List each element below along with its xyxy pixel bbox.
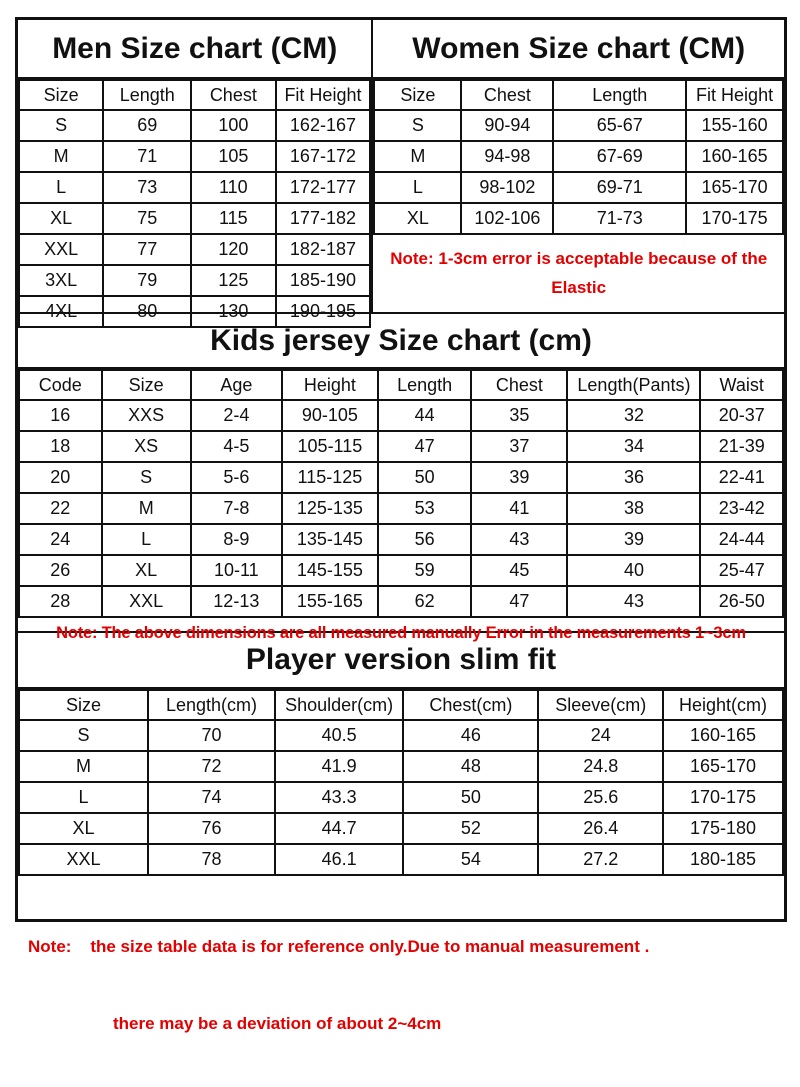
table-cell: 46.1 (275, 844, 403, 875)
column-header: Length(Pants) (567, 370, 700, 400)
table-cell: 65-67 (553, 110, 686, 141)
column-header: Chest (471, 370, 567, 400)
table-row (19, 234, 370, 265)
table-cell: 34 (567, 431, 700, 462)
column-header: Age (191, 370, 282, 400)
table-cell: 12-13 (191, 586, 282, 617)
kids-size-table (18, 369, 784, 618)
column-header: Chest (191, 80, 275, 110)
table-cell: 115 (191, 203, 275, 234)
column-header: Code (19, 370, 102, 400)
table-cell: 26.4 (538, 813, 663, 844)
table-cell: 24-44 (700, 524, 783, 555)
table-cell: 25.6 (538, 782, 663, 813)
table-cell: 39 (567, 524, 700, 555)
table-cell: 102-106 (461, 203, 553, 234)
table-cell: 32 (567, 400, 700, 431)
player-note-line1: Note: the size table data is for reference only.Due to manual measurement . (28, 937, 650, 956)
table-row (19, 172, 370, 203)
table-cell: 40 (567, 555, 700, 586)
table-cell: 3XL (19, 265, 103, 296)
outer-frame (15, 17, 787, 1033)
women-elastic-note (373, 235, 784, 312)
table-cell: XXS (102, 400, 191, 431)
column-header: Size (102, 370, 191, 400)
table-row (374, 110, 783, 141)
table-cell: 90-94 (461, 110, 553, 141)
table-cell: 79 (103, 265, 191, 296)
column-header: Chest(cm) (403, 690, 538, 720)
table-cell: 100 (191, 110, 275, 141)
player-reference-note (18, 876, 784, 1087)
table-row (19, 751, 783, 782)
table-cell: 160-165 (663, 720, 783, 751)
table-cell: L (19, 172, 103, 203)
table-row (19, 493, 783, 524)
table-cell: 155-165 (282, 586, 378, 617)
table-row (374, 203, 783, 234)
table-cell: L (19, 782, 148, 813)
table-row (19, 141, 370, 172)
table-cell: S (102, 462, 191, 493)
table-cell: 18 (19, 431, 102, 462)
table-cell: 180-185 (663, 844, 783, 875)
column-header: Waist (700, 370, 783, 400)
table-row (19, 431, 783, 462)
table-cell: 162-167 (276, 110, 371, 141)
table-cell: 130 (191, 296, 275, 327)
table-cell: XL (19, 203, 103, 234)
table-cell: 8-9 (191, 524, 282, 555)
table-cell: 28 (19, 586, 102, 617)
table-cell: L (102, 524, 191, 555)
table-cell: 76 (148, 813, 275, 844)
column-header: Size (19, 690, 148, 720)
table-cell: XL (374, 203, 461, 234)
table-cell: M (19, 751, 148, 782)
table-cell: 53 (378, 493, 471, 524)
column-header: Height(cm) (663, 690, 783, 720)
table-cell: XS (102, 431, 191, 462)
table-cell: L (374, 172, 461, 203)
table-cell: 24.8 (538, 751, 663, 782)
table-cell: 62 (378, 586, 471, 617)
table-cell: 74 (148, 782, 275, 813)
table-cell: 182-187 (276, 234, 371, 265)
table-cell: 177-182 (276, 203, 371, 234)
table-cell: 165-170 (663, 751, 783, 782)
women-note-line2: Elastic (551, 278, 607, 297)
adult-size-section (18, 20, 784, 321)
table-row (19, 524, 783, 555)
table-cell: 67-69 (553, 141, 686, 172)
men-size-block (18, 20, 373, 321)
player-chart-title: Player version slim fit (18, 633, 784, 689)
table-cell: 47 (378, 431, 471, 462)
table-cell: XXL (19, 844, 148, 875)
table-row (374, 141, 783, 172)
table-cell: 25-47 (700, 555, 783, 586)
header-row (19, 370, 783, 400)
table-row (19, 782, 783, 813)
column-header: Chest (461, 80, 553, 110)
table-row (19, 720, 783, 751)
column-header: Length(cm) (148, 690, 275, 720)
player-version-section (18, 633, 784, 1087)
table-cell: 56 (378, 524, 471, 555)
table-cell: 47 (471, 586, 567, 617)
table-cell: 45 (471, 555, 567, 586)
table-cell: 73 (103, 172, 191, 203)
table-cell: 170-175 (686, 203, 783, 234)
table-cell: 35 (471, 400, 567, 431)
table-cell: 37 (471, 431, 567, 462)
table-cell: S (374, 110, 461, 141)
table-cell: 71 (103, 141, 191, 172)
player-size-table (18, 689, 784, 876)
table-cell: 20 (19, 462, 102, 493)
table-row (19, 265, 370, 296)
table-cell: 69 (103, 110, 191, 141)
table-cell: 125-135 (282, 493, 378, 524)
column-header: Length (103, 80, 191, 110)
table-cell: 26-50 (700, 586, 783, 617)
table-cell: 105-115 (282, 431, 378, 462)
table-cell: 20-37 (700, 400, 783, 431)
table-cell: 185-190 (276, 265, 371, 296)
column-header: Length (553, 80, 686, 110)
table-cell: 50 (403, 782, 538, 813)
women-note-line1: Note: 1-3cm error is acceptable because of the (390, 249, 768, 268)
table-cell: 69-71 (553, 172, 686, 203)
table-row (19, 203, 370, 234)
table-cell: 48 (403, 751, 538, 782)
column-header: Fit Height (686, 80, 783, 110)
kids-size-section (18, 314, 784, 642)
table-cell: 22 (19, 493, 102, 524)
column-header: Height (282, 370, 378, 400)
table-cell: 175-180 (663, 813, 783, 844)
table-cell: 90-105 (282, 400, 378, 431)
table-cell: XXL (19, 234, 103, 265)
table-cell: 145-155 (282, 555, 378, 586)
table-cell: M (374, 141, 461, 172)
table-cell: 77 (103, 234, 191, 265)
table-cell: 4-5 (191, 431, 282, 462)
column-header: Length (378, 370, 471, 400)
table-cell: 50 (378, 462, 471, 493)
table-cell: 120 (191, 234, 275, 265)
table-cell: 24 (19, 524, 102, 555)
column-header: Sleeve(cm) (538, 690, 663, 720)
table-cell: 59 (378, 555, 471, 586)
table-cell: 43 (567, 586, 700, 617)
table-cell: 190-195 (276, 296, 371, 327)
table-cell: 80 (103, 296, 191, 327)
table-cell: 27.2 (538, 844, 663, 875)
column-header: Fit Height (276, 80, 371, 110)
table-cell: 75 (103, 203, 191, 234)
table-cell: 54 (403, 844, 538, 875)
table-cell: 105 (191, 141, 275, 172)
table-cell: 110 (191, 172, 275, 203)
men-size-table (18, 79, 371, 328)
table-cell: 78 (148, 844, 275, 875)
table-cell: 160-165 (686, 141, 783, 172)
table-cell: 40.5 (275, 720, 403, 751)
table-cell: 125 (191, 265, 275, 296)
table-cell: 5-6 (191, 462, 282, 493)
table-cell: 172-177 (276, 172, 371, 203)
table-cell: 94-98 (461, 141, 553, 172)
table-row (19, 586, 783, 617)
table-cell: 41 (471, 493, 567, 524)
women-chart-title: Women Size chart (CM) (373, 20, 784, 79)
table-cell: 135-145 (282, 524, 378, 555)
column-header: Size (374, 80, 461, 110)
column-header: Shoulder(cm) (275, 690, 403, 720)
table-cell: 22-41 (700, 462, 783, 493)
table-cell: 39 (471, 462, 567, 493)
table-cell: 46 (403, 720, 538, 751)
men-chart-title: Men Size chart (CM) (18, 20, 371, 79)
table-row (374, 172, 783, 203)
table-cell: 38 (567, 493, 700, 524)
kids-measurement-note: Note: The above dimensions are all measured manually Error in the measurements 1~3cm (56, 623, 746, 642)
header-row (19, 690, 783, 720)
table-cell: M (102, 493, 191, 524)
column-header: Size (19, 80, 103, 110)
table-cell: 26 (19, 555, 102, 586)
table-cell: 155-160 (686, 110, 783, 141)
table-row (19, 555, 783, 586)
table-cell: 170-175 (663, 782, 783, 813)
table-cell: XL (19, 813, 148, 844)
table-cell: 16 (19, 400, 102, 431)
women-size-table (373, 79, 784, 235)
table-cell: 70 (148, 720, 275, 751)
kids-chart-title: Kids jersey Size chart (cm) (18, 314, 784, 369)
table-cell: 52 (403, 813, 538, 844)
header-row (19, 80, 370, 110)
table-cell: M (19, 141, 103, 172)
table-row (19, 462, 783, 493)
table-cell: 21-39 (700, 431, 783, 462)
table-cell: 41.9 (275, 751, 403, 782)
table-cell: 2-4 (191, 400, 282, 431)
table-cell: 165-170 (686, 172, 783, 203)
table-cell: 98-102 (461, 172, 553, 203)
table-cell: 115-125 (282, 462, 378, 493)
table-cell: 24 (538, 720, 663, 751)
table-cell: 36 (567, 462, 700, 493)
table-cell: 7-8 (191, 493, 282, 524)
header-row (374, 80, 783, 110)
table-row (19, 813, 783, 844)
table-cell: 10-11 (191, 555, 282, 586)
women-size-block (373, 20, 784, 312)
table-row (19, 110, 370, 141)
table-cell: S (19, 720, 148, 751)
table-cell: 44 (378, 400, 471, 431)
table-cell: 43.3 (275, 782, 403, 813)
table-cell: 167-172 (276, 141, 371, 172)
table-cell: 4XL (19, 296, 103, 327)
table-row (19, 844, 783, 875)
table-row (19, 400, 783, 431)
table-cell: 23-42 (700, 493, 783, 524)
table-cell: XXL (102, 586, 191, 617)
table-cell: 44.7 (275, 813, 403, 844)
player-note-line2: there may be a deviation of about 2~4cm (113, 1013, 442, 1033)
table-cell: 72 (148, 751, 275, 782)
table-cell: S (19, 110, 103, 141)
table-cell: 43 (471, 524, 567, 555)
table-cell: 71-73 (553, 203, 686, 234)
table-cell: XL (102, 555, 191, 586)
